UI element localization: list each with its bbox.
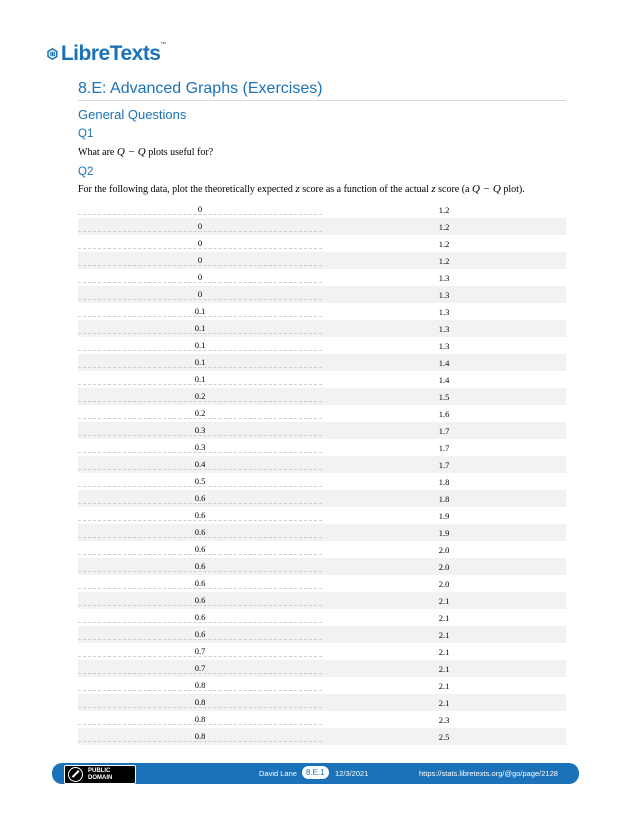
table-cell-col2: 1.8 (438, 493, 450, 504)
table-cell-col2: 2.1 (438, 680, 450, 691)
table-cell-col1: 0.1 (78, 323, 322, 334)
table-cell-col2: 2.1 (438, 646, 450, 657)
table-cell-col1: 0 (78, 289, 322, 300)
page-title: 8.E: Advanced Graphs (Exercises) (78, 80, 323, 97)
table-row (78, 728, 566, 745)
table-cell-col2: 1.4 (438, 374, 450, 385)
table-cell-col2: 1.7 (438, 459, 450, 470)
table-cell-col1: 0.5 (78, 476, 322, 487)
table-cell-col2: 1.2 (438, 238, 450, 249)
table-cell-col2: 1.3 (438, 306, 450, 317)
table-cell-col1: 0.6 (78, 595, 322, 606)
table-cell-col1: 0.6 (78, 493, 322, 504)
table-cell-col1: 0.8 (78, 714, 322, 725)
table-cell-col1: 0 (78, 204, 322, 215)
table-row (78, 388, 566, 405)
table-cell-col2: 2.1 (438, 629, 450, 640)
table-cell-col2: 1.2 (438, 221, 450, 232)
table-cell-col1: 0.6 (78, 510, 322, 521)
table-cell-col2: 2.0 (438, 578, 450, 589)
table-row (78, 456, 566, 473)
table-row (78, 269, 566, 286)
question-2-heading: Q2 (78, 166, 94, 178)
table-cell-col1: 0.8 (78, 731, 322, 742)
table-row (78, 320, 566, 337)
table-row (78, 405, 566, 422)
table-cell-col2: 2.3 (438, 714, 450, 725)
table-row (78, 660, 566, 677)
footer-author: David Lane (259, 769, 297, 778)
footer-url[interactable]: https://stats.libretexts.org/@go/page/2128 (419, 769, 558, 778)
table-row (78, 643, 566, 660)
table-row (78, 507, 566, 524)
table-cell-col2: 1.9 (438, 510, 450, 521)
table-cell-col1: 0.6 (78, 527, 322, 538)
table-cell-col1: 0 (78, 255, 322, 266)
table-cell-col2: 1.8 (438, 476, 450, 487)
license-label: PUBLIC DOMAIN (88, 768, 113, 781)
logo-wordmark: LibreTexts™ (60, 42, 166, 65)
table-row (78, 371, 566, 388)
table-cell-col1: 0 (78, 221, 322, 232)
table-cell-col2: 2.0 (438, 561, 450, 572)
public-domain-badge[interactable] (64, 765, 136, 784)
table-cell-col1: 0.4 (78, 459, 322, 470)
table-row (78, 524, 566, 541)
question-1-text: What are Q − Q plots useful for? (78, 146, 214, 158)
footer-page-number: 8.E.1 (302, 766, 329, 779)
table-cell-col2: 1.3 (438, 340, 450, 351)
table-cell-col2: 1.7 (438, 425, 450, 436)
table-cell-col2: 1.7 (438, 442, 450, 453)
table-row (78, 286, 566, 303)
table-row (78, 694, 566, 711)
table-row (78, 541, 566, 558)
table-cell-col1: 0.6 (78, 629, 322, 640)
table-cell-col2: 1.2 (438, 255, 450, 266)
table-cell-col1: 0.6 (78, 561, 322, 572)
table-cell-col2: 2.5 (438, 731, 450, 742)
footer-date: 12/3/2021 (335, 769, 369, 778)
table-cell-col1: 0.2 (78, 408, 322, 419)
table-cell-col2: 1.5 (438, 391, 450, 402)
table-cell-col1: 0 (78, 272, 322, 283)
table-cell-col1: 0.1 (78, 374, 322, 385)
table-cell-col2: 2.1 (438, 697, 450, 708)
section-heading: General Questions (78, 107, 187, 122)
table-row (78, 490, 566, 507)
table-row (78, 592, 566, 609)
question-2-text: For the following data, plot the theoretically expected z score as a function of the actual z score (a Q − Q plot). (78, 183, 525, 195)
public-domain-icon (68, 767, 83, 782)
table-cell-col2: 1.3 (438, 289, 450, 300)
table-cell-col1: 0.7 (78, 663, 322, 674)
table-row (78, 575, 566, 592)
table-cell-col2: 1.3 (438, 272, 450, 283)
table-cell-col1: 0.3 (78, 442, 322, 453)
table-cell-col1: 0.2 (78, 391, 322, 402)
table-cell-col1: 0.1 (78, 340, 322, 351)
table-cell-col1: 0.6 (78, 612, 322, 623)
table-cell-col1: 0.3 (78, 425, 322, 436)
table-cell-col1: 0.6 (78, 578, 322, 589)
libretexts-logo-icon (46, 39, 59, 69)
table-cell-col2: 1.3 (438, 323, 450, 334)
table-cell-col2: 1.6 (438, 408, 450, 419)
table-row (78, 626, 566, 643)
table-row (78, 677, 566, 694)
table-cell-col1: 0.6 (78, 544, 322, 555)
table-row (78, 303, 566, 320)
table-cell-col1: 0.8 (78, 697, 322, 708)
table-cell-col1: 0.1 (78, 357, 322, 368)
table-cell-col2: 2.1 (438, 663, 450, 674)
table-row (78, 235, 566, 252)
page-footer (52, 763, 579, 784)
table-cell-col2: 2.0 (438, 544, 450, 555)
table-row (78, 711, 566, 728)
table-row (78, 201, 566, 218)
table-row (78, 439, 566, 456)
table-row (78, 337, 566, 354)
table-cell-col1: 0.7 (78, 646, 322, 657)
question-1-heading: Q1 (78, 128, 94, 140)
title-divider (78, 100, 566, 101)
table-cell-col2: 1.9 (438, 527, 450, 538)
table-row (78, 422, 566, 439)
table-cell-col1: 0.1 (78, 306, 322, 317)
table-row (78, 609, 566, 626)
table-cell-col2: 2.1 (438, 595, 450, 606)
table-cell-col1: 0.8 (78, 680, 322, 691)
table-row (78, 252, 566, 269)
table-row (78, 558, 566, 575)
table-row (78, 473, 566, 490)
table-cell-col2: 2.1 (438, 612, 450, 623)
table-row (78, 354, 566, 371)
table-row (78, 218, 566, 235)
libretexts-logo[interactable] (46, 38, 166, 70)
table-cell-col2: 1.2 (438, 204, 450, 215)
table-cell-col2: 1.4 (438, 357, 450, 368)
table-cell-col1: 0 (78, 238, 322, 249)
data-table (78, 201, 566, 745)
